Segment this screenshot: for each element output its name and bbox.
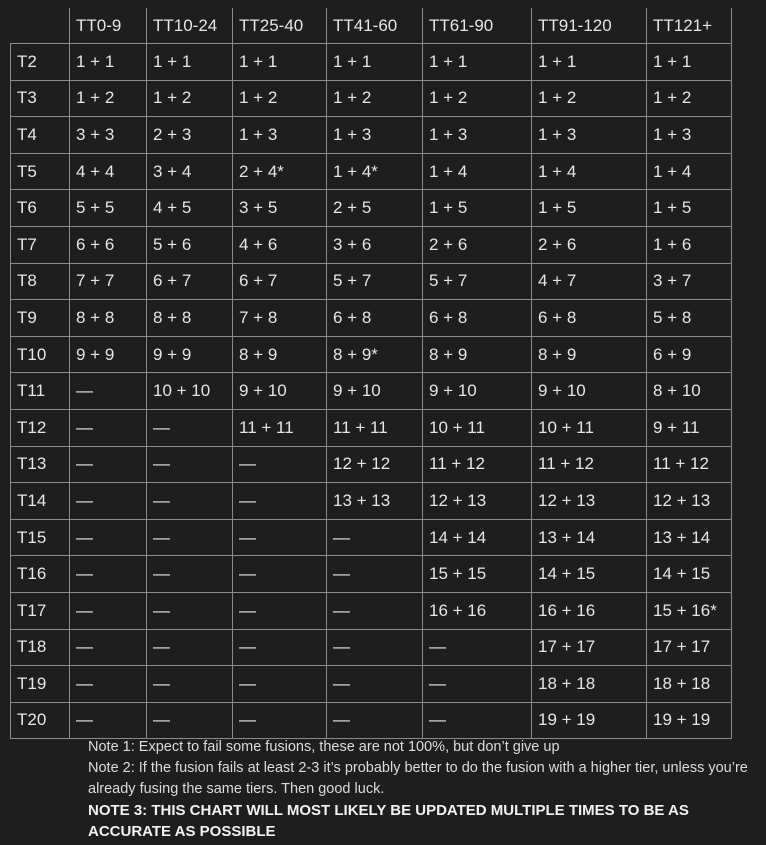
row-header: T10 <box>11 336 70 373</box>
table-cell: — <box>70 592 147 629</box>
table-cell: 10 + 11 <box>423 409 532 446</box>
column-header: TT121+ <box>647 8 732 44</box>
table-row <box>11 592 732 629</box>
table-cell: 1 + 3 <box>423 117 532 154</box>
table-cell: — <box>70 409 147 446</box>
table-cell: — <box>147 556 233 593</box>
table-cell: — <box>70 702 147 739</box>
table-cell: — <box>327 556 423 593</box>
table-cell: 5 + 7 <box>423 263 532 300</box>
row-header: T9 <box>11 300 70 337</box>
table-cell: 1 + 2 <box>233 80 327 117</box>
table-row <box>11 190 732 227</box>
row-header: T6 <box>11 190 70 227</box>
table-cell: — <box>70 519 147 556</box>
table-cell: 1 + 2 <box>327 80 423 117</box>
table-cell: 4 + 6 <box>233 226 327 263</box>
header-row <box>11 8 732 44</box>
table-cell: — <box>233 446 327 483</box>
table-row <box>11 300 732 337</box>
table-cell: — <box>233 702 327 739</box>
table-cell: 18 + 18 <box>647 666 732 703</box>
table-cell: — <box>70 629 147 666</box>
table-cell: 6 + 6 <box>70 226 147 263</box>
table-cell: 1 + 3 <box>327 117 423 154</box>
table-cell: 3 + 5 <box>233 190 327 227</box>
table-cell: 11 + 11 <box>327 409 423 446</box>
table-cell: 9 + 10 <box>423 373 532 410</box>
table-cell: — <box>70 373 147 410</box>
table-cell: 14 + 15 <box>532 556 647 593</box>
table-cell: 1 + 3 <box>532 117 647 154</box>
table-cell: 6 + 7 <box>233 263 327 300</box>
table-cell: — <box>233 483 327 520</box>
table-cell: 11 + 12 <box>532 446 647 483</box>
table-row <box>11 336 732 373</box>
table-cell: 1 + 1 <box>647 44 732 81</box>
note-1: Note 1: Expect to fail some fusions, these are not 100%, but don’t give up <box>88 739 560 755</box>
fusion-table <box>10 8 732 739</box>
row-header: T7 <box>11 226 70 263</box>
table-cell: 1 + 2 <box>423 80 532 117</box>
table-cell: 5 + 5 <box>70 190 147 227</box>
table-cell: 16 + 16 <box>423 592 532 629</box>
table-cell: — <box>147 702 233 739</box>
table-cell: — <box>327 592 423 629</box>
table-cell: 8 + 9 <box>532 336 647 373</box>
column-header: TT61-90 <box>423 8 532 44</box>
column-header: TT10-24 <box>147 8 233 44</box>
table-cell: — <box>327 702 423 739</box>
row-header: T3 <box>11 80 70 117</box>
table-cell: 3 + 4 <box>147 153 233 190</box>
table-cell: 2 + 5 <box>327 190 423 227</box>
table-cell: 11 + 12 <box>647 446 732 483</box>
table-cell: 1 + 5 <box>647 190 732 227</box>
table-cell: 1 + 2 <box>70 80 147 117</box>
table-cell: 13 + 13 <box>327 483 423 520</box>
table-cell: 12 + 13 <box>423 483 532 520</box>
row-header: T16 <box>11 556 70 593</box>
table-cell: 1 + 3 <box>233 117 327 154</box>
table-row <box>11 409 732 446</box>
table-row <box>11 117 732 154</box>
row-header: T14 <box>11 483 70 520</box>
row-header: T20 <box>11 702 70 739</box>
table-cell: — <box>233 519 327 556</box>
table-row <box>11 702 732 739</box>
row-header: T17 <box>11 592 70 629</box>
table-cell: 18 + 18 <box>532 666 647 703</box>
table-cell: 15 + 15 <box>423 556 532 593</box>
table-cell: 1 + 3 <box>647 117 732 154</box>
table-cell: — <box>70 446 147 483</box>
row-header: T5 <box>11 153 70 190</box>
column-header: TT0-9 <box>70 8 147 44</box>
table-cell: 14 + 14 <box>423 519 532 556</box>
table-cell: 11 + 11 <box>233 409 327 446</box>
table-cell: — <box>327 629 423 666</box>
table-row <box>11 446 732 483</box>
table-cell: 3 + 7 <box>647 263 732 300</box>
column-header: TT91-120 <box>532 8 647 44</box>
table-cell: 8 + 10 <box>647 373 732 410</box>
table-cell: 11 + 12 <box>423 446 532 483</box>
row-header: T12 <box>11 409 70 446</box>
table-cell: 1 + 4 <box>647 153 732 190</box>
table-body <box>11 44 732 739</box>
table-cell: 8 + 9* <box>327 336 423 373</box>
table-cell: 6 + 8 <box>327 300 423 337</box>
table-row <box>11 519 732 556</box>
table-cell: 13 + 14 <box>647 519 732 556</box>
table-cell: 3 + 6 <box>327 226 423 263</box>
table-cell: — <box>70 556 147 593</box>
table-row <box>11 226 732 263</box>
table-cell: 4 + 7 <box>532 263 647 300</box>
table-cell: 4 + 5 <box>147 190 233 227</box>
table-cell: 12 + 13 <box>647 483 732 520</box>
table-cell: — <box>423 666 532 703</box>
table-row <box>11 483 732 520</box>
note-2: Note 2: If the fusion fails at least 2-3 it’s probably better to do the fusion with a higher tier, unless you’re already fusing the same tiers. Then good luck. <box>88 760 748 797</box>
table-cell: 7 + 8 <box>233 300 327 337</box>
table-cell: 10 + 11 <box>532 409 647 446</box>
table-cell: — <box>327 666 423 703</box>
table-cell: 8 + 9 <box>423 336 532 373</box>
table-cell: — <box>147 409 233 446</box>
table-cell: — <box>423 702 532 739</box>
table-cell: 9 + 10 <box>327 373 423 410</box>
table-cell: 9 + 10 <box>532 373 647 410</box>
table-cell: 12 + 12 <box>327 446 423 483</box>
notes <box>88 737 748 842</box>
table-cell: 1 + 2 <box>532 80 647 117</box>
table-cell: 2 + 3 <box>147 117 233 154</box>
table-cell: — <box>147 483 233 520</box>
table-cell: 7 + 7 <box>70 263 147 300</box>
table-row <box>11 629 732 666</box>
table-row <box>11 263 732 300</box>
table-cell: 1 + 5 <box>423 190 532 227</box>
table-cell: 6 + 9 <box>647 336 732 373</box>
table-cell: 3 + 3 <box>70 117 147 154</box>
table-cell: 9 + 9 <box>70 336 147 373</box>
table-cell: 6 + 8 <box>423 300 532 337</box>
table-cell: — <box>233 629 327 666</box>
column-header: TT25-40 <box>233 8 327 44</box>
table-cell: — <box>70 666 147 703</box>
table-cell: — <box>147 629 233 666</box>
table-cell: 6 + 7 <box>147 263 233 300</box>
table-cell: 8 + 9 <box>233 336 327 373</box>
row-header: T13 <box>11 446 70 483</box>
table-cell: — <box>233 556 327 593</box>
table-row <box>11 556 732 593</box>
corner-cell <box>11 8 70 44</box>
table-cell: 19 + 19 <box>532 702 647 739</box>
table-cell: 16 + 16 <box>532 592 647 629</box>
table-cell: 9 + 9 <box>147 336 233 373</box>
table-cell: 12 + 13 <box>532 483 647 520</box>
row-header: T11 <box>11 373 70 410</box>
table-cell: 1 + 5 <box>532 190 647 227</box>
table-cell: — <box>147 446 233 483</box>
table-cell: 15 + 16* <box>647 592 732 629</box>
table-cell: 9 + 10 <box>233 373 327 410</box>
table-cell: 1 + 4 <box>423 153 532 190</box>
table-cell: 1 + 1 <box>70 44 147 81</box>
table-cell: — <box>423 629 532 666</box>
table-cell: 19 + 19 <box>647 702 732 739</box>
table-cell: 14 + 15 <box>647 556 732 593</box>
table-cell: — <box>70 483 147 520</box>
table-cell: 17 + 17 <box>532 629 647 666</box>
column-header: TT41-60 <box>327 8 423 44</box>
row-header: T19 <box>11 666 70 703</box>
table-cell: 5 + 8 <box>647 300 732 337</box>
table-cell: — <box>327 519 423 556</box>
table-cell: — <box>233 592 327 629</box>
table-row <box>11 153 732 190</box>
table-cell: 1 + 2 <box>147 80 233 117</box>
table-cell: 2 + 6 <box>532 226 647 263</box>
row-header: T4 <box>11 117 70 154</box>
table-cell: 5 + 6 <box>147 226 233 263</box>
table-cell: 1 + 1 <box>423 44 532 81</box>
table-cell: 2 + 6 <box>423 226 532 263</box>
table-cell: 1 + 4* <box>327 153 423 190</box>
table-row <box>11 80 732 117</box>
table-cell: 1 + 1 <box>147 44 233 81</box>
table-cell: — <box>233 666 327 703</box>
table-cell: — <box>147 519 233 556</box>
table-cell: 1 + 1 <box>233 44 327 81</box>
row-header: T18 <box>11 629 70 666</box>
table-cell: 1 + 1 <box>532 44 647 81</box>
table-cell: 1 + 1 <box>327 44 423 81</box>
table-cell: 10 + 10 <box>147 373 233 410</box>
row-header: T2 <box>11 44 70 81</box>
table-cell: 13 + 14 <box>532 519 647 556</box>
table-cell: 17 + 17 <box>647 629 732 666</box>
table-cell: 1 + 6 <box>647 226 732 263</box>
table-cell: 1 + 4 <box>532 153 647 190</box>
table-cell: 6 + 8 <box>532 300 647 337</box>
table-cell: 5 + 7 <box>327 263 423 300</box>
table-cell: 9 + 11 <box>647 409 732 446</box>
note-3: NOTE 3: THIS CHART WILL MOST LIKELY BE UPDATED MULTIPLE TIMES TO BE AS ACCURATE AS POSSIBLE <box>88 802 689 840</box>
table-row <box>11 373 732 410</box>
table-cell: 8 + 8 <box>147 300 233 337</box>
row-header: T8 <box>11 263 70 300</box>
table-cell: 1 + 2 <box>647 80 732 117</box>
row-header: T15 <box>11 519 70 556</box>
table-cell: 2 + 4* <box>233 153 327 190</box>
table-row <box>11 666 732 703</box>
table-cell: 4 + 4 <box>70 153 147 190</box>
table-row <box>11 44 732 81</box>
table-cell: — <box>147 666 233 703</box>
table-cell: 8 + 8 <box>70 300 147 337</box>
table-cell: — <box>147 592 233 629</box>
